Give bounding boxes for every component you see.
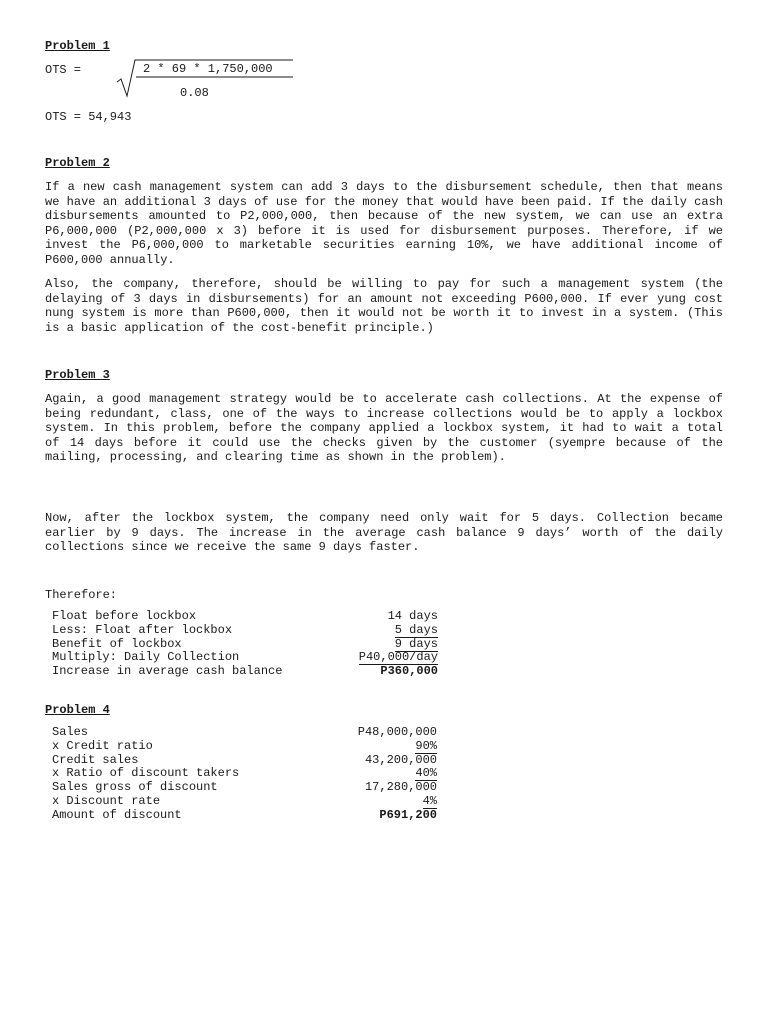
problem-2-paragraph-2: Also, the company, therefore, should be willing to pay for such a management system (the delaying of 3 days in disbursements) for an amount not exceeding P600,000. If ever yung cost nung system is more than P600,000, then it would not be worth it to invest in a system. (This is a basic application of the cost-benefit principle.) bbox=[45, 277, 723, 335]
square-root-symbol bbox=[0, 0, 768, 120]
row-label: x Discount rate bbox=[52, 793, 161, 808]
row-label: x Ratio of discount takers bbox=[52, 766, 240, 781]
table-row bbox=[52, 767, 437, 781]
row-label: Increase in average cash balance bbox=[52, 664, 283, 679]
problem-4-heading: Problem 4 bbox=[45, 703, 110, 717]
table-row bbox=[52, 795, 437, 809]
row-value: P48,000,000 bbox=[357, 725, 437, 739]
row-label: Benefit of lockbox bbox=[52, 636, 182, 651]
row-label: x Credit ratio bbox=[52, 738, 153, 753]
table-row bbox=[52, 610, 438, 624]
row-value: 5 days bbox=[394, 622, 438, 637]
row-label: Sales bbox=[52, 725, 89, 739]
table-row bbox=[52, 781, 437, 795]
row-label: Credit sales bbox=[52, 752, 139, 767]
table-row bbox=[52, 726, 437, 740]
table-row bbox=[52, 638, 438, 652]
problem-3-heading: Problem 3 bbox=[45, 368, 110, 382]
row-value: P360,000 bbox=[380, 664, 438, 679]
ots-label: OTS = bbox=[45, 63, 82, 77]
problem-3-paragraph-2: Now, after the lockbox system, the company need only wait for 5 days. Collection became earlier by 9 days. The increase in the average cash balance 9 days’ worth of the daily collections since we receive the same 9 days faster. bbox=[45, 511, 723, 555]
therefore-label: Therefore: bbox=[45, 588, 118, 602]
table-row bbox=[52, 754, 437, 768]
row-value: P691,200 bbox=[379, 807, 437, 822]
row-value: P40,000/day bbox=[358, 650, 438, 665]
ots-numerator: 2 * 69 * 1,750,000 bbox=[143, 62, 273, 76]
row-label: Sales gross of discount bbox=[52, 780, 218, 795]
row-value: 9 days bbox=[394, 636, 438, 651]
row-value: 43,200,000 bbox=[364, 752, 437, 767]
ots-result: OTS = 54,943 bbox=[45, 110, 132, 124]
table-row bbox=[52, 665, 438, 679]
row-value: 4% bbox=[422, 793, 437, 808]
ots-denominator: 0.08 bbox=[180, 86, 209, 100]
table-row bbox=[52, 809, 437, 823]
row-label: Multiply: Daily Collection bbox=[52, 650, 240, 665]
row-value: 17,280,000 bbox=[364, 780, 437, 795]
row-label: Float before lockbox bbox=[52, 609, 197, 623]
discount-table bbox=[52, 726, 437, 823]
problem-1-heading: Problem 1 bbox=[45, 39, 110, 53]
row-value: 90% bbox=[415, 738, 437, 753]
row-label: Less: Float after lockbox bbox=[52, 622, 233, 637]
table-row bbox=[52, 624, 438, 638]
lockbox-table bbox=[52, 610, 438, 679]
row-label: Amount of discount bbox=[52, 807, 182, 822]
problem-2-paragraph-1: If a new cash management system can add 3 days to the disbursement schedule, then that means we have an additional 3 days of use for the money that would have been paid. If the daily cash disbursements amounted to P2,000,000, then because of the new system, we can use an extra P6,000,000 (P2,000,000 x 3) before it is used for disbursement purposes. Therefore, if we invest the P6,000,000 to marketable securities earning 10%, we have additional income of P600,000 annually. bbox=[45, 180, 723, 267]
problem-2-heading: Problem 2 bbox=[45, 156, 110, 170]
table-row bbox=[52, 651, 438, 665]
table-row bbox=[52, 740, 437, 754]
row-value: 14 days bbox=[387, 609, 438, 623]
row-value: 40% bbox=[415, 766, 437, 781]
problem-3-paragraph-1: Again, a good management strategy would be to accelerate cash collections. At the expense of being redundant, class, one of the ways to increase collections would be to apply a lockbox system. In this problem, before the company applied a lockbox system, it had to wait a total of 14 days before it could use the checks given by the customer (syempre because of the mailing, processing, and clearing time as shown in the problem). bbox=[45, 392, 723, 465]
